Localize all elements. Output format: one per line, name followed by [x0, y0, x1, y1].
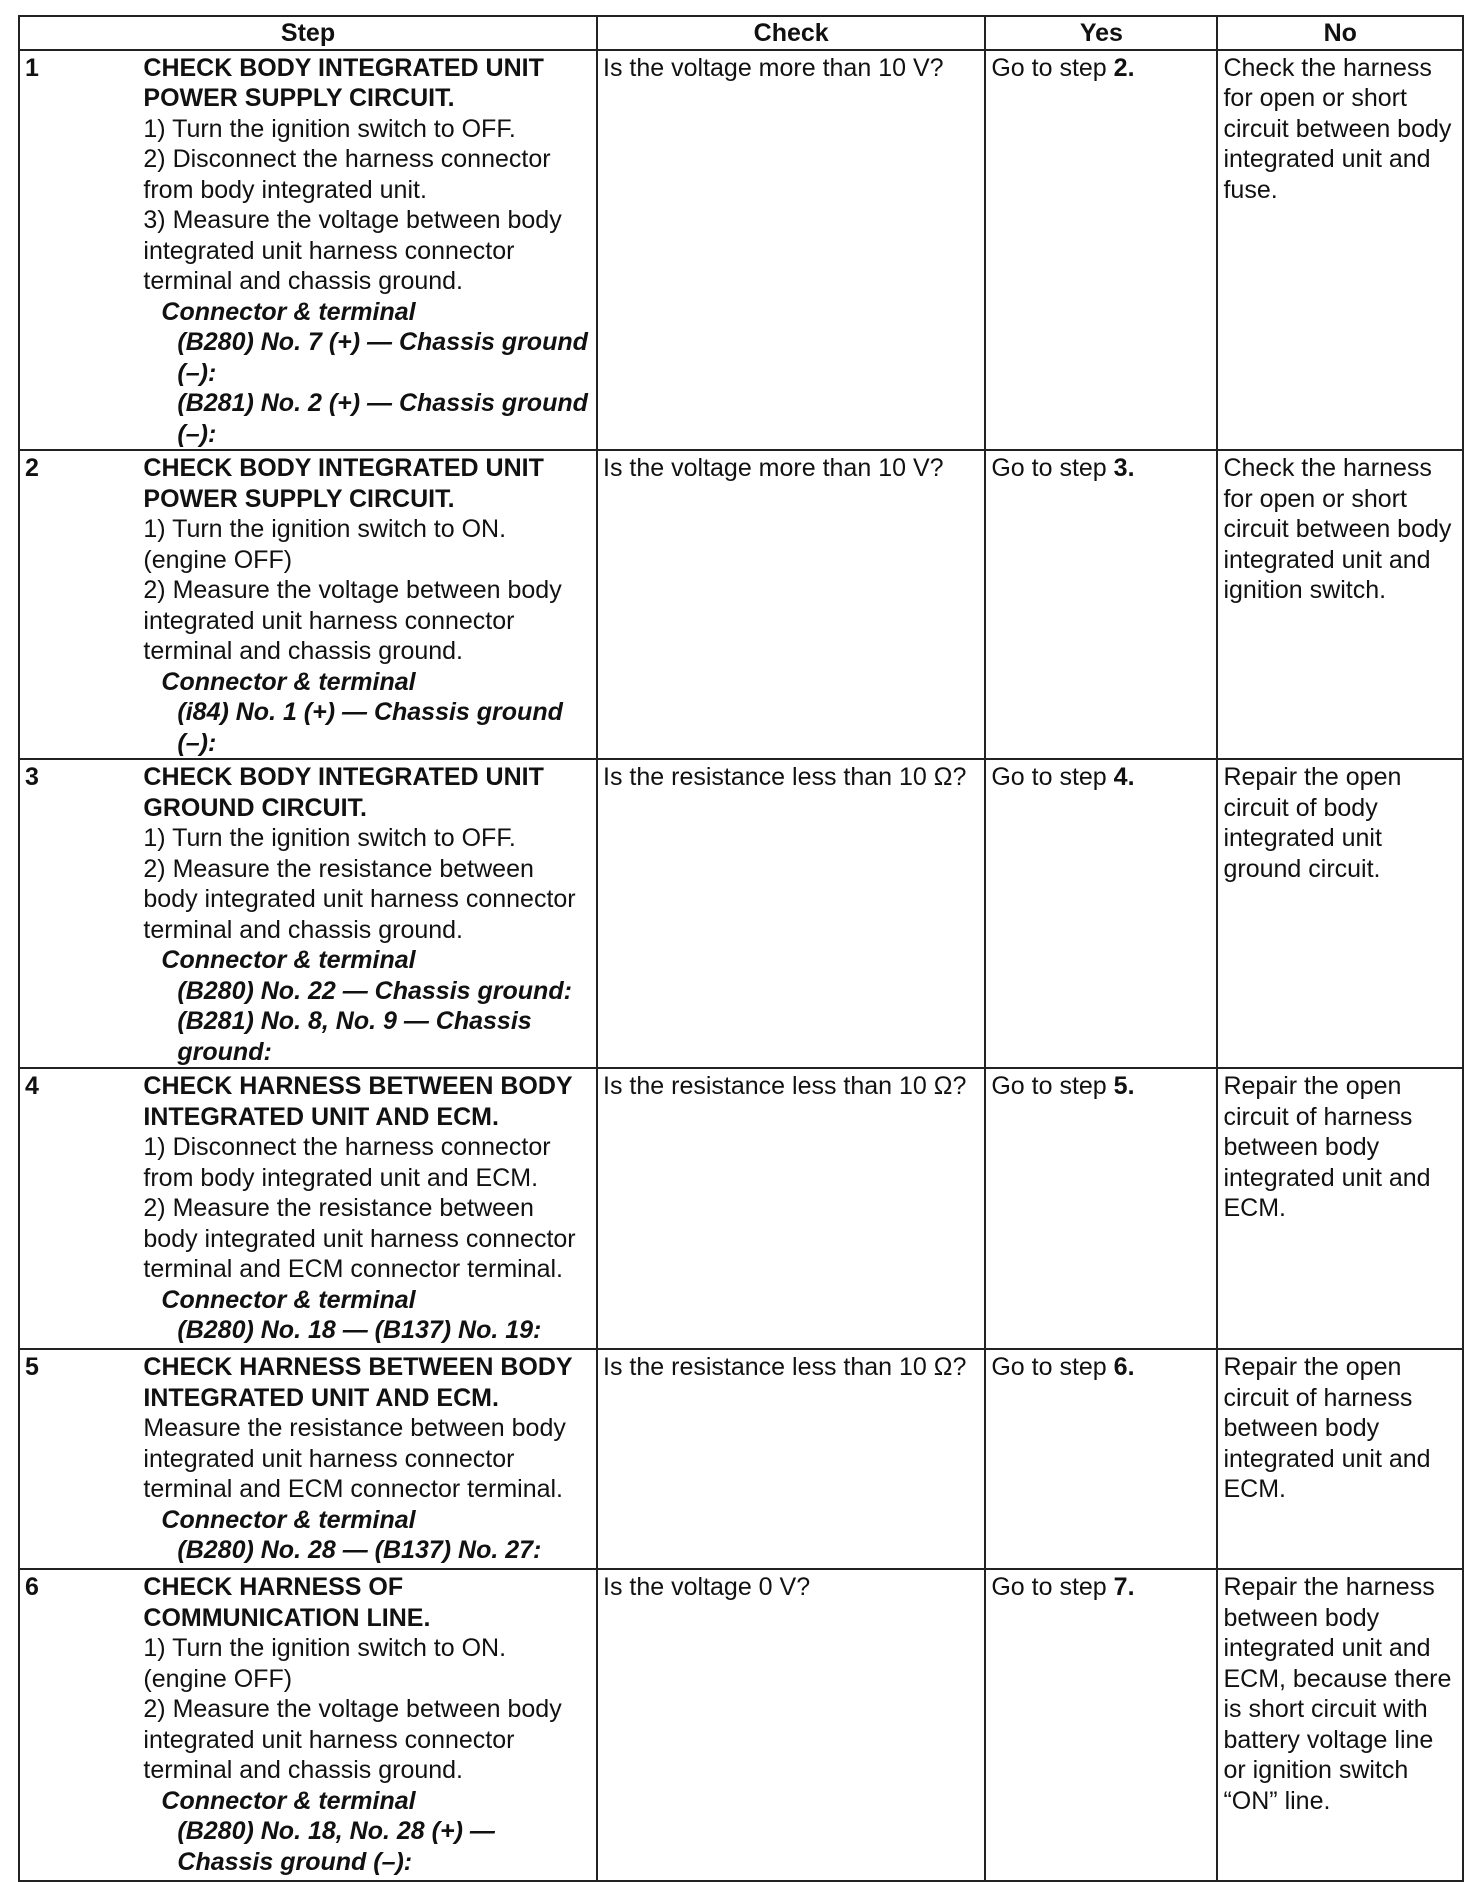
connector-value: (B281) No. 2 (+) — Chassis ground (–): — [177, 389, 588, 448]
yes-cell — [985, 1068, 1217, 1349]
connector-label: Connector & terminal — [161, 667, 416, 696]
yes-cell — [985, 450, 1217, 759]
step-description — [138, 50, 597, 451]
step-instruction: 1) Disconnect the harness connector from body integrated unit and ECM. — [143, 1133, 551, 1192]
header-yes: Yes — [985, 16, 1217, 50]
step-instruction: 2) Measure the resistance between body integrated unit harness connector terminal and chassis ground. — [143, 854, 576, 944]
connector-label: Connector & terminal — [161, 1285, 416, 1314]
yes-prefix: Go to step — [991, 763, 1107, 791]
step-number: 4 — [19, 1068, 138, 1349]
connector-label: Connector & terminal — [161, 1786, 416, 1815]
table-row — [19, 759, 1463, 1068]
step-instruction: 1) Turn the ignition switch to ON. (engine OFF) — [143, 515, 507, 574]
step-description — [138, 1569, 597, 1881]
header-check: Check — [597, 16, 985, 50]
no-cell: Repair the open circuit of body integrated unit ground circuit. — [1217, 759, 1463, 1068]
step-instruction: 1) Turn the ignition switch to OFF. — [143, 824, 516, 852]
no-cell: Repair the open circuit of harness between body integrated unit and ECM. — [1217, 1349, 1463, 1569]
table-row — [19, 1349, 1463, 1569]
yes-step-number: 3. — [1113, 454, 1135, 482]
step-instruction: 3) Measure the voltage between body integrated unit harness connector terminal and chassis ground. — [143, 206, 562, 295]
yes-step-number: 5. — [1113, 1072, 1135, 1100]
connector-label: Connector & terminal — [161, 297, 416, 326]
yes-cell — [985, 1569, 1217, 1881]
yes-prefix: Go to step — [991, 1573, 1107, 1601]
yes-prefix: Go to step — [991, 454, 1107, 482]
header-no: No — [1217, 16, 1463, 50]
diagnostic-table — [18, 15, 1464, 1882]
step-number: 6 — [19, 1569, 138, 1881]
yes-cell — [985, 1349, 1217, 1569]
connector-label: Connector & terminal — [161, 1505, 416, 1534]
step-instruction: 2) Measure the voltage between body integrated unit harness connector terminal and chassis ground. — [143, 1695, 562, 1784]
step-title: CHECK HARNESS BETWEEN BODY INTEGRATED UNIT AND ECM. — [143, 1072, 573, 1131]
step-description — [138, 1349, 597, 1569]
step-description — [138, 759, 597, 1068]
step-title: CHECK BODY INTEGRATED UNIT POWER SUPPLY CIRCUIT. — [143, 454, 544, 513]
no-cell: Check the harness for open or short circuit between body integrated unit and ignition switch. — [1217, 450, 1463, 759]
connector-value: (B280) No. 28 — (B137) No. 27: — [177, 1536, 542, 1564]
table-body — [19, 50, 1463, 1882]
check-cell: Is the resistance less than 10 Ω? — [597, 1349, 985, 1569]
yes-cell — [985, 759, 1217, 1068]
step-title: CHECK HARNESS OF COMMUNICATION LINE. — [143, 1573, 431, 1632]
no-cell: Repair the open circuit of harness between body integrated unit and ECM. — [1217, 1068, 1463, 1349]
check-cell: Is the voltage more than 10 V? — [597, 450, 985, 759]
step-title: CHECK BODY INTEGRATED UNIT POWER SUPPLY CIRCUIT. — [143, 53, 544, 112]
step-instruction: Measure the resistance between body integrated unit harness connector terminal and ECM connector terminal. — [143, 1414, 566, 1503]
connector-label: Connector & terminal — [161, 946, 416, 974]
step-instruction: 1) Turn the ignition switch to ON. (engine OFF) — [143, 1634, 507, 1693]
connector-value: (B281) No. 8, No. 9 — Chassis ground: — [177, 1007, 532, 1066]
connector-value: (B280) No. 18, No. 28 (+) — Chassis ground (–): — [177, 1817, 495, 1876]
header-row — [19, 16, 1463, 50]
yes-prefix: Go to step — [991, 53, 1107, 82]
step-description — [138, 450, 597, 759]
check-cell: Is the resistance less than 10 Ω? — [597, 759, 985, 1068]
table-row — [19, 450, 1463, 759]
yes-step-number: 6. — [1113, 1353, 1135, 1381]
yes-step-number: 4. — [1113, 763, 1135, 791]
yes-step-number: 2. — [1113, 53, 1135, 82]
no-cell: Check the harness for open or short circuit between body integrated unit and fuse. — [1217, 50, 1463, 451]
no-cell: Repair the harness between body integrated unit and ECM, because there is short circuit with battery voltage line or ignition switch “ON” line. — [1217, 1569, 1463, 1881]
step-instruction: 2) Disconnect the harness connector from body integrated unit. — [143, 145, 551, 204]
yes-prefix: Go to step — [991, 1353, 1107, 1381]
step-title: CHECK BODY INTEGRATED UNIT GROUND CIRCUIT. — [143, 763, 544, 822]
step-number: 2 — [19, 450, 138, 759]
yes-cell — [985, 50, 1217, 451]
table-row — [19, 50, 1463, 451]
check-cell: Is the voltage more than 10 V? — [597, 50, 985, 451]
step-number: 5 — [19, 1349, 138, 1569]
step-instruction: 2) Measure the voltage between body integrated unit harness connector terminal and chassis ground. — [143, 576, 562, 665]
step-instruction: 2) Measure the resistance between body integrated unit harness connector terminal and ECM connector terminal. — [143, 1194, 576, 1283]
connector-value: (B280) No. 7 (+) — Chassis ground (–): — [177, 328, 588, 387]
step-description — [138, 1068, 597, 1349]
connector-value: (B280) No. 18 — (B137) No. 19: — [177, 1316, 542, 1344]
step-number: 3 — [19, 759, 138, 1068]
header-step: Step — [19, 16, 597, 50]
step-number: 1 — [19, 50, 138, 451]
yes-step-number: 7. — [1113, 1573, 1135, 1601]
yes-prefix: Go to step — [991, 1072, 1107, 1100]
step-title: CHECK HARNESS BETWEEN BODY INTEGRATED UNIT AND ECM. — [143, 1353, 573, 1412]
connector-value: (B280) No. 22 — Chassis ground: — [177, 976, 572, 1005]
check-cell: Is the resistance less than 10 Ω? — [597, 1068, 985, 1349]
table-row — [19, 1569, 1463, 1881]
table-row — [19, 1068, 1463, 1349]
check-cell: Is the voltage 0 V? — [597, 1569, 985, 1881]
step-instruction: 1) Turn the ignition switch to OFF. — [143, 114, 516, 143]
connector-value: (i84) No. 1 (+) — Chassis ground (–): — [177, 698, 563, 757]
